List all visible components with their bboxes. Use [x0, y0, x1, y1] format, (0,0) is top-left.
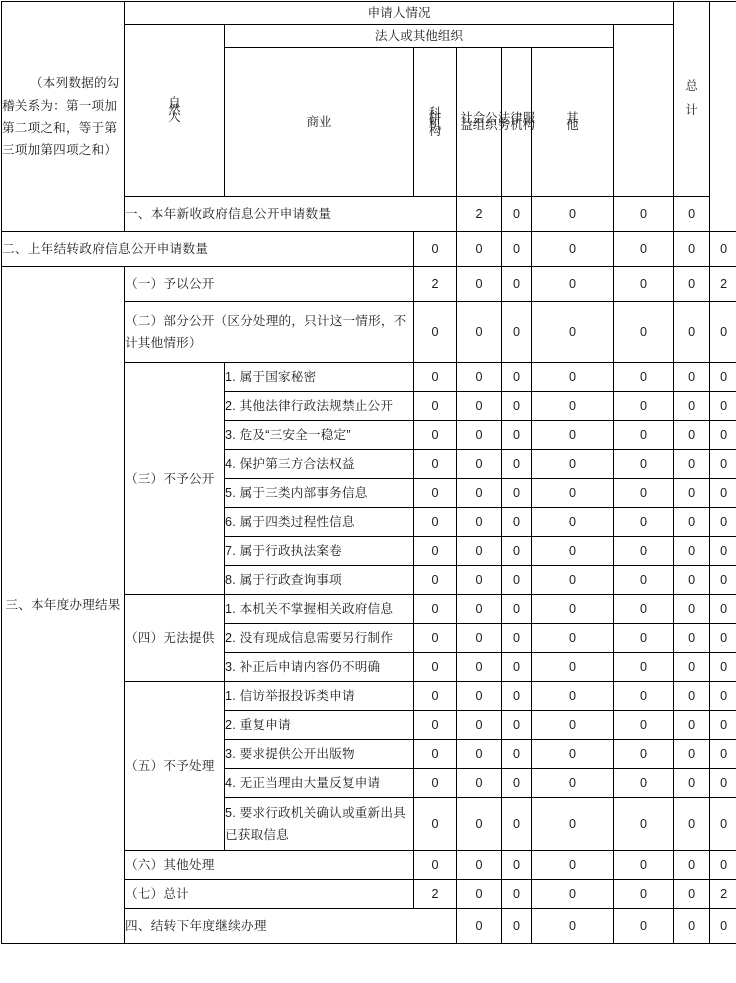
cell-g3-2-research: 0	[502, 392, 532, 421]
cell-g3-8-commercial: 0	[457, 566, 502, 595]
cell-s2-welfare: 0	[532, 232, 614, 267]
cell-g3-4-other: 0	[674, 450, 710, 479]
row-label-carried-over-applications: 二、上年结转政府信息公开申请数量	[2, 232, 414, 267]
cell-g6-welfare: 0	[532, 851, 614, 880]
header-legal-service-org	[497, 48, 536, 197]
cell-g5-4-natural-person: 0	[414, 769, 457, 798]
cell-g3-1-other: 0	[674, 363, 710, 392]
cell-g3-7-natural-person: 0	[414, 537, 457, 566]
cell-g3-8-legal-service: 0	[614, 566, 674, 595]
cell-g3-4-welfare: 0	[532, 450, 614, 479]
cell-g5-4-research: 0	[502, 769, 532, 798]
cell-g2-total: 0	[710, 302, 736, 363]
cell-g4-2-total: 0	[710, 624, 736, 653]
cell-g5-3-total: 0	[710, 740, 736, 769]
cell-g5-1-research: 0	[502, 682, 532, 711]
cell-g3-8-research: 0	[502, 566, 532, 595]
cell-g5-2-research: 0	[502, 711, 532, 740]
cell-g3-3-commercial: 0	[457, 421, 502, 450]
header-grand-total-label: 总计	[685, 79, 698, 118]
cell-g3-3-legal-service: 0	[614, 421, 674, 450]
cell-g3-3-total: 0	[710, 421, 736, 450]
cell-g3-4-total: 0	[710, 450, 736, 479]
cell-g3-3-research: 0	[502, 421, 532, 450]
row-label-carried-to-next-year: 四、结转下年度继续办理	[125, 909, 457, 944]
cell-g5-2-natural-person: 0	[414, 711, 457, 740]
cell-g3-1-total: 0	[710, 363, 736, 392]
cell-g1-welfare: 0	[532, 267, 614, 302]
row-label-g4-item-1: 1. 本机关不掌握相关政府信息	[225, 595, 414, 624]
cell-g5-3-other: 0	[674, 740, 710, 769]
table-row-group1	[2, 267, 736, 302]
header-natural-person-label: 自然人	[168, 96, 181, 124]
cell-g3-8-welfare: 0	[532, 566, 614, 595]
row-label-g3-item-6: 6. 属于四类过程性信息	[225, 508, 414, 537]
cell-g5-5-total: 0	[710, 798, 736, 851]
cell-g3-5-welfare: 0	[532, 479, 614, 508]
cell-g5-2-commercial: 0	[457, 711, 502, 740]
cell-g5-4-commercial: 0	[457, 769, 502, 798]
cell-g4-3-legal-service: 0	[614, 653, 674, 682]
cell-g3-7-other: 0	[674, 537, 710, 566]
header-commercial	[225, 48, 414, 197]
not-disclosed-label-inner: （三）不予公开	[125, 471, 215, 486]
cell-g6-commercial: 0	[457, 851, 502, 880]
cell-g5-1-natural-person: 0	[414, 682, 457, 711]
row-label-subtotal: （七）总计	[125, 880, 414, 909]
cell-s2-commercial: 0	[457, 232, 502, 267]
row-label-other-processing: （六）其他处理	[125, 851, 414, 880]
cell-g7-welfare: 0	[532, 880, 614, 909]
cell-g3-6-legal-service: 0	[614, 508, 674, 537]
cell-g5-5-natural-person: 0	[414, 798, 457, 851]
cell-g5-4-other: 0	[674, 769, 710, 798]
cell-g5-4-welfare: 0	[532, 769, 614, 798]
cell-g5-5-legal-service: 0	[614, 798, 674, 851]
cell-g7-other: 0	[674, 880, 710, 909]
cell-s4-research: 0	[532, 909, 614, 944]
cell-g5-4-legal-service: 0	[614, 769, 674, 798]
cell-g3-7-welfare: 0	[532, 537, 614, 566]
header-social-welfare-org-label: 社会公益组织	[460, 111, 498, 133]
row-label-g5-item-4: 4. 无正当理由大量反复申请	[225, 769, 414, 798]
row-label-not-processed	[125, 682, 225, 851]
header-row-top	[2, 2, 736, 25]
cell-g3-2-total: 0	[710, 392, 736, 421]
cell-g4-2-legal-service: 0	[614, 624, 674, 653]
cell-g3-1-welfare: 0	[532, 363, 614, 392]
header-natural-person	[125, 25, 225, 197]
cell-g5-1-other: 0	[674, 682, 710, 711]
cell-g5-5-research: 0	[502, 798, 532, 851]
cell-g4-3-commercial: 0	[457, 653, 502, 682]
cell-g5-3-legal-service: 0	[614, 740, 674, 769]
row-label-g5-item-3: 3. 要求提供公开出版物	[225, 740, 414, 769]
cell-g3-5-natural-person: 0	[414, 479, 457, 508]
cell-g5-2-welfare: 0	[532, 711, 614, 740]
cell-g3-2-natural-person: 0	[414, 392, 457, 421]
cell-g7-legal-service: 0	[614, 880, 674, 909]
row-label-disclosed: （一）予以公开	[125, 267, 414, 302]
cell-g5-3-commercial: 0	[457, 740, 502, 769]
row-label-g3-item-2: 2. 其他法律行政法规禁止公开	[225, 392, 414, 421]
cell-s4-other: 0	[710, 909, 736, 944]
cell-g4-1-natural-person: 0	[414, 595, 457, 624]
cell-g3-4-legal-service: 0	[614, 450, 674, 479]
cell-g4-1-welfare: 0	[532, 595, 614, 624]
header-commercial-label: 商业	[306, 114, 332, 129]
cell-g4-1-research: 0	[502, 595, 532, 624]
cell-g1-other: 0	[674, 267, 710, 302]
cell-g4-1-commercial: 0	[457, 595, 502, 624]
cell-s1-legal-service: 0	[674, 197, 710, 232]
row-label-g4-item-3: 3. 补正后申请内容仍不明确	[225, 653, 414, 682]
cell-g3-6-commercial: 0	[457, 508, 502, 537]
cell-g5-4-total: 0	[710, 769, 736, 798]
cell-g3-1-legal-service: 0	[614, 363, 674, 392]
cell-g5-1-total: 0	[710, 682, 736, 711]
cell-g3-1-research: 0	[502, 363, 532, 392]
cell-g6-total: 0	[710, 851, 736, 880]
cell-g3-1-commercial: 0	[457, 363, 502, 392]
cell-s1-commercial: 0	[502, 197, 532, 232]
cell-g5-2-legal-service: 0	[614, 711, 674, 740]
cell-g4-1-total: 0	[710, 595, 736, 624]
cell-g4-2-other: 0	[674, 624, 710, 653]
cell-g5-1-commercial: 0	[457, 682, 502, 711]
cell-g3-3-natural-person: 0	[414, 421, 457, 450]
cell-g3-6-natural-person: 0	[414, 508, 457, 537]
not-processed-label-inner: （五）不予处理	[125, 759, 215, 774]
cell-g4-3-total: 0	[710, 653, 736, 682]
cell-g3-1-natural-person: 0	[414, 363, 457, 392]
cell-g6-other: 0	[674, 851, 710, 880]
header-other	[532, 48, 614, 197]
cell-g5-2-other: 0	[674, 711, 710, 740]
cell-g4-2-welfare: 0	[532, 624, 614, 653]
header-legal-service-org-label: 法律服务机构	[497, 111, 536, 133]
cell-g4-2-natural-person: 0	[414, 624, 457, 653]
cell-g3-2-commercial: 0	[457, 392, 502, 421]
row-label-g3-item-7: 7. 属于行政执法案卷	[225, 537, 414, 566]
cell-g6-legal-service: 0	[614, 851, 674, 880]
cell-g3-6-welfare: 0	[532, 508, 614, 537]
cell-g3-3-other: 0	[674, 421, 710, 450]
cell-g3-2-other: 0	[674, 392, 710, 421]
cell-g3-5-other: 0	[674, 479, 710, 508]
row-label-new-applications: 一、本年新收政府信息公开申请数量	[125, 197, 457, 232]
cell-g7-natural-person: 2	[414, 880, 457, 909]
cell-g3-6-research: 0	[502, 508, 532, 537]
cell-g3-5-commercial: 0	[457, 479, 502, 508]
row-label-g3-item-4: 4. 保护第三方合法权益	[225, 450, 414, 479]
cell-g3-4-commercial: 0	[457, 450, 502, 479]
cell-g3-7-commercial: 0	[457, 537, 502, 566]
cell-s4-legal-service: 0	[674, 909, 710, 944]
row-label-g4-item-2: 2. 没有现成信息需要另行制作	[225, 624, 414, 653]
processing-results-label-inner: 三、本年度办理结果	[5, 598, 121, 613]
cell-g2-welfare: 0	[532, 302, 614, 363]
row-label-g3-item-3: 3. 危及“三安全一稳定”	[225, 421, 414, 450]
cell-g1-total: 2	[710, 267, 736, 302]
row-label-g5-item-2: 2. 重复申请	[225, 711, 414, 740]
header-applicant-situation: 申请人情况	[125, 2, 674, 25]
cell-g5-5-commercial: 0	[457, 798, 502, 851]
cell-g5-3-research: 0	[502, 740, 532, 769]
cell-g3-4-research: 0	[502, 450, 532, 479]
cell-g2-other: 0	[674, 302, 710, 363]
cell-g4-2-research: 0	[502, 624, 532, 653]
cell-g6-natural-person: 0	[414, 851, 457, 880]
cell-g3-5-research: 0	[502, 479, 532, 508]
cell-g2-natural-person: 0	[414, 302, 457, 363]
cell-g1-legal-service: 0	[614, 267, 674, 302]
row-label-g3-item-5: 5. 属于三类内部事务信息	[225, 479, 414, 508]
cell-g4-1-other: 0	[674, 595, 710, 624]
cell-g5-3-natural-person: 0	[414, 740, 457, 769]
cell-g3-3-welfare: 0	[532, 421, 614, 450]
cell-g4-3-welfare: 0	[532, 653, 614, 682]
cell-g2-commercial: 0	[457, 302, 502, 363]
table-row-section2	[2, 232, 736, 267]
cell-s2-research: 0	[502, 232, 532, 267]
cell-s1-welfare: 0	[614, 197, 674, 232]
row-label-g3-item-8: 8. 属于行政查询事项	[225, 566, 414, 595]
cell-s1-natural-person: 2	[457, 197, 502, 232]
cell-g5-3-welfare: 0	[532, 740, 614, 769]
cell-g5-1-legal-service: 0	[614, 682, 674, 711]
cell-g5-5-other: 0	[674, 798, 710, 851]
cell-g4-3-research: 0	[502, 653, 532, 682]
cell-g5-5-welfare: 0	[532, 798, 614, 851]
header-other-label: 其他	[566, 111, 579, 133]
cell-g3-7-legal-service: 0	[614, 537, 674, 566]
row-label-g5-item-5: 5. 要求行政机关确认或重新出具已获取信息	[225, 798, 414, 851]
cell-s2-total: 0	[710, 232, 736, 267]
cell-s2-natural-person: 0	[414, 232, 457, 267]
cell-g3-4-natural-person: 0	[414, 450, 457, 479]
cell-g2-research: 0	[502, 302, 532, 363]
cell-g3-2-legal-service: 0	[614, 392, 674, 421]
cell-g3-8-natural-person: 0	[414, 566, 457, 595]
cell-g3-2-welfare: 0	[532, 392, 614, 421]
cell-g1-natural-person: 2	[414, 267, 457, 302]
cell-s1-research: 0	[532, 197, 614, 232]
cell-g1-research: 0	[502, 267, 532, 302]
cell-g5-1-welfare: 0	[532, 682, 614, 711]
cell-g4-3-other: 0	[674, 653, 710, 682]
cell-g3-5-total: 0	[710, 479, 736, 508]
header-legal-person-or-other-org: 法人或其他组织	[225, 25, 614, 48]
header-research-institution-label: 科研机构	[428, 105, 442, 139]
government-info-disclosure-table	[1, 1, 736, 944]
cell-g3-8-other: 0	[674, 566, 710, 595]
header-social-welfare-org	[457, 48, 502, 197]
cell-g4-1-legal-service: 0	[614, 595, 674, 624]
cell-g3-5-legal-service: 0	[614, 479, 674, 508]
cell-s2-legal-service: 0	[614, 232, 674, 267]
cell-g3-7-total: 0	[710, 537, 736, 566]
cell-g2-legal-service: 0	[614, 302, 674, 363]
row-label-g5-item-1: 1. 信访举报投诉类申请	[225, 682, 414, 711]
cell-s4-natural-person: 0	[457, 909, 502, 944]
header-research-institution	[414, 48, 457, 197]
cell-g5-2-total: 0	[710, 711, 736, 740]
unable-to-provide-label-inner: （四）无法提供	[125, 631, 215, 646]
row-label-processing-results	[2, 267, 125, 944]
row-label-not-disclosed	[125, 363, 225, 595]
cell-g3-6-total: 0	[710, 508, 736, 537]
cell-g4-3-natural-person: 0	[414, 653, 457, 682]
cell-s4-commercial: 0	[502, 909, 532, 944]
row-label-unable-to-provide	[125, 595, 225, 682]
cell-g7-commercial: 0	[457, 880, 502, 909]
cell-g7-research: 0	[502, 880, 532, 909]
cell-s2-other: 0	[674, 232, 710, 267]
cell-g1-commercial: 0	[457, 267, 502, 302]
header-grand-total	[674, 2, 710, 197]
cell-g3-7-research: 0	[502, 537, 532, 566]
column-relation-note: （本列数据的勾稽关系为：第一项加第二项之和，等于第三项加第四项之和）	[2, 2, 125, 232]
cell-g4-2-commercial: 0	[457, 624, 502, 653]
cell-g3-8-total: 0	[710, 566, 736, 595]
cell-s4-welfare: 0	[614, 909, 674, 944]
row-label-partially-disclosed: （二）部分公开（区分处理的，只计这一情形，不计其他情形）	[125, 302, 414, 363]
cell-g7-total: 2	[710, 880, 736, 909]
cell-g6-research: 0	[502, 851, 532, 880]
row-label-g3-item-1: 1. 属于国家秘密	[225, 363, 414, 392]
cell-g3-6-other: 0	[674, 508, 710, 537]
